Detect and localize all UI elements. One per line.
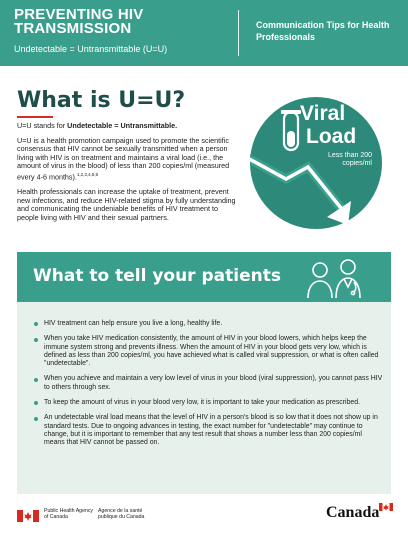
patient-points-list <box>34 320 384 455</box>
page-title: PREVENTING HIV TRANSMISSION <box>14 6 144 37</box>
list-item <box>34 375 384 392</box>
canada-flag-icon <box>17 510 39 522</box>
bullet-icon <box>34 322 38 326</box>
viral-load-threshold: Less than 200 copies/ml <box>328 152 372 167</box>
bullet-icon <box>34 401 38 405</box>
list-item <box>34 414 384 447</box>
list-item-text: HIV treatment can help ensure you live a long, healthy life. <box>44 320 223 327</box>
bullet-icon <box>34 378 38 382</box>
agency-name-french: Agence de la santé publique du Canada <box>98 508 145 520</box>
communication-tips-label: Communication Tips for Health Professionals <box>256 20 390 42</box>
test-tube-icon <box>281 110 301 150</box>
page-subtitle: Undetectable = Untransmittable (U=U) <box>14 44 168 54</box>
agency-name-english: Public Health Agency of Canada <box>44 508 94 520</box>
wordmark-flag-icon <box>379 503 393 513</box>
intro-lead: U=U stands for <box>17 121 68 130</box>
intro-paragraph-2-text: U=U is a health promotion campaign used to promote the scientific consensus that HIV cannot be sexually transmitted when a person living with HIV is on treatment and maintains a viral load (i.e., the amount of virus in the blood) of less than 200 copies/ml (measured every 4-6 months). <box>17 135 230 182</box>
header-banner <box>0 0 408 66</box>
doctor-patient-icon <box>300 254 370 302</box>
list-item <box>34 335 384 368</box>
intro-text <box>17 122 239 228</box>
intro-paragraph-3: Health professionals can increase the uptake of treatment, prevent new infections, and reduce HIV-related stigma by fully understanding and communicating the undeniable benefits of HIV treatment to people living with HIV and their sexual partners. <box>17 186 236 222</box>
canada-wordmark: Canada <box>326 504 380 521</box>
load-word: Load <box>306 125 357 148</box>
list-item-text: When you achieve and maintain a very low level of virus in your blood (viral suppression), you cannot pass HIV to others through sex. <box>44 375 383 391</box>
what-is-heading: What is U=U? <box>17 88 186 113</box>
header-divider <box>238 10 239 56</box>
list-item <box>34 320 384 328</box>
list-item-text: An undetectable viral load means that the level of HIV in a person's blood is so low that it does not show up in standard tests. Due to ongoing advances in testing, the exact number for "undetectable" may continue to change, but it is important to remember that any test result that shows a number less than 200 copies/ml means that HIV cannot be passed on. <box>44 414 378 447</box>
list-item-text: To keep the amount of virus in your blood very low, it is important to take your medication as prescribed. <box>44 399 360 407</box>
patients-heading: What to tell your patients <box>33 266 281 286</box>
bullet-icon <box>34 417 38 421</box>
intro-paragraph-1 <box>17 122 239 131</box>
bullet-icon <box>34 338 38 342</box>
intro-paragraph-2 <box>17 137 239 182</box>
viral-word: Viral <box>300 102 346 125</box>
list-item <box>34 399 384 407</box>
intro-bold: Undetectable = Untransmittable. <box>67 121 178 130</box>
heading-underline <box>17 116 53 118</box>
reference-superscripts: 1,2,3,4,5,6 <box>76 171 99 177</box>
list-item-text: When you take HIV medication consistently, the amount of HIV in your blood lowers, which helps keep the immune system strong and prevents illness. When the amount of HIV in your blood gets very low, which is defined as less than 200 copies/ml, you have achieved what is called viral suppression, or what is often called "undetectable". <box>44 335 379 368</box>
